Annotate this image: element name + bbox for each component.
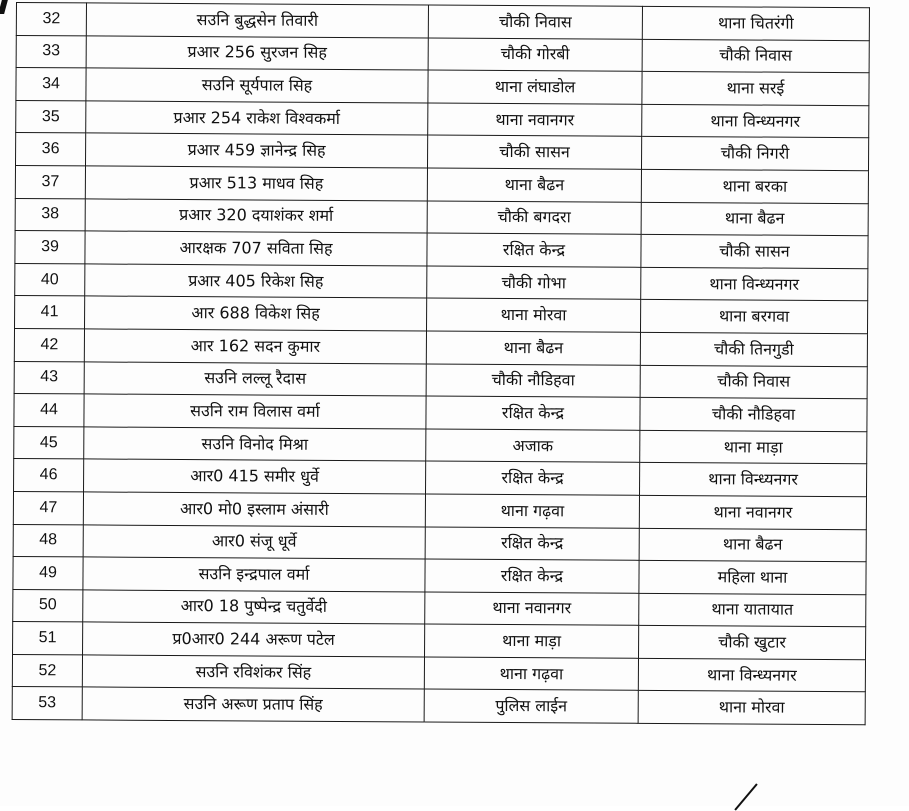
table-row xyxy=(16,3,869,41)
name-cell: सउनि अरूण प्रताप सिंह xyxy=(82,687,424,722)
to-posting-cell: थाना बरगवा xyxy=(640,300,867,334)
to-posting-cell: चौकी तिनगुडी xyxy=(640,332,867,366)
name-cell: आर0 18 पुष्पेन्द्र चतुर्वेदी xyxy=(83,590,425,625)
table-row xyxy=(16,68,869,106)
name-cell: सउनि इन्द्रपाल वर्मा xyxy=(83,557,425,592)
from-posting-cell: थाना लंघाडोल xyxy=(428,70,642,104)
serial-number-cell: 40 xyxy=(15,263,85,296)
serial-number-cell: 46 xyxy=(14,459,84,492)
name-cell: प्रआर 513 माधव सिह xyxy=(85,166,427,201)
serial-number-cell: 37 xyxy=(15,165,85,198)
serial-number-cell: 34 xyxy=(16,68,86,101)
table-row xyxy=(15,165,868,203)
from-posting-cell: चौकी बगदरा xyxy=(427,201,641,235)
name-cell: प्रआर 405 रिकेश सिह xyxy=(85,264,427,299)
name-cell: प्रआर 320 दयाशंकर शर्मा xyxy=(85,198,427,233)
table-row xyxy=(13,557,866,595)
to-posting-cell: थाना नवानगर xyxy=(639,495,866,529)
serial-number-cell: 44 xyxy=(14,394,84,427)
from-posting-cell: थाना नवानगर xyxy=(425,592,639,626)
from-posting-cell: थाना मोरवा xyxy=(426,298,640,332)
table-row xyxy=(13,524,866,562)
to-posting-cell: चौकी नौडिहवा xyxy=(640,397,867,431)
serial-number-cell: 41 xyxy=(15,296,85,329)
to-posting-cell: थाना माड़ा xyxy=(640,430,867,464)
table-row xyxy=(14,426,867,464)
from-posting-cell: रक्षित केन्द्र xyxy=(425,559,639,593)
from-posting-cell: रक्षित केन्द्र xyxy=(426,461,640,495)
to-posting-cell: थाना विन्ध्यनगर xyxy=(639,463,866,497)
name-cell: आर 688 विकेश सिह xyxy=(85,296,427,331)
to-posting-cell: चौकी निवास xyxy=(642,39,869,73)
from-posting-cell: चौकी निवास xyxy=(428,5,642,39)
name-cell: प्रआर 459 ज्ञानेन्द्र सिह xyxy=(86,133,428,168)
name-cell: प्रआर 254 राकेश विश्वकर्मा xyxy=(86,101,428,136)
serial-number-cell: 33 xyxy=(16,35,86,68)
table-row xyxy=(16,133,869,171)
signature-pen-mark xyxy=(734,783,757,810)
from-posting-cell: रक्षित केन्द्र xyxy=(426,396,640,430)
name-cell: सउनि रविशंकर सिंह xyxy=(82,655,424,690)
name-cell: सउनि लल्लू रैदास xyxy=(84,361,426,396)
from-posting-cell: थाना बैढन xyxy=(426,331,640,365)
name-cell: आरक्षक 707 सविता सिह xyxy=(85,231,427,266)
serial-number-cell: 39 xyxy=(15,231,85,264)
table-row xyxy=(13,491,866,529)
serial-number-cell: 53 xyxy=(12,687,82,720)
to-posting-cell: थाना सरई xyxy=(642,72,869,106)
name-cell: सउनि विनोद मिश्रा xyxy=(84,427,426,462)
name-cell: सउनि सूर्यपाल सिह xyxy=(86,68,428,103)
serial-number-cell: 42 xyxy=(14,328,84,361)
serial-number-cell: 52 xyxy=(12,654,82,687)
name-cell: सउनि बुद्धसेन तिवारी xyxy=(86,3,428,38)
to-posting-cell: थाना चितरंगी xyxy=(642,6,869,40)
to-posting-cell: चौकी निवास xyxy=(640,365,867,399)
name-cell: आर 162 सदन कुमार xyxy=(84,329,426,364)
serial-number-cell: 49 xyxy=(13,557,83,590)
from-posting-cell: रक्षित केन्द्र xyxy=(427,233,641,267)
serial-number-cell: 50 xyxy=(13,589,83,622)
to-posting-cell: महिला थाना xyxy=(639,560,866,594)
table-row xyxy=(15,198,868,236)
from-posting-cell: थाना बैढन xyxy=(427,168,641,202)
from-posting-cell: चौकी गोभा xyxy=(427,266,641,300)
to-posting-cell: चौकी खुटार xyxy=(639,626,866,660)
table-row xyxy=(15,263,868,301)
from-posting-cell: अजाक xyxy=(426,429,640,463)
to-posting-cell: थाना मोरवा xyxy=(638,691,865,725)
from-posting-cell: चौकी नौडिहवा xyxy=(426,364,640,398)
serial-number-cell: 47 xyxy=(13,491,83,524)
transfer-table xyxy=(12,2,870,725)
from-posting-cell: थाना गढ़वा xyxy=(425,494,639,528)
table-row xyxy=(16,35,869,73)
serial-number-cell: 48 xyxy=(13,524,83,557)
to-posting-cell: थाना विन्ध्यनगर xyxy=(638,658,865,692)
to-posting-cell: चौकी निगरी xyxy=(641,137,868,171)
to-posting-cell: थाना बैढन xyxy=(641,202,868,236)
from-posting-cell: चौकी सासन xyxy=(427,135,641,169)
from-posting-cell: रक्षित केन्द्र xyxy=(425,527,639,561)
table-row xyxy=(13,622,866,660)
serial-number-cell: 45 xyxy=(14,426,84,459)
serial-number-cell: 38 xyxy=(15,198,85,231)
serial-number-cell: 51 xyxy=(13,622,83,655)
table-row xyxy=(14,459,867,497)
to-posting-cell: थाना विन्ध्यनगर xyxy=(641,267,868,301)
name-cell: आर0 मो0 इस्लाम अंसारी xyxy=(83,492,425,527)
table-row xyxy=(14,361,867,399)
name-cell: प्र0आर0 244 अरूण पटेल xyxy=(83,622,425,657)
table-body xyxy=(12,3,869,725)
serial-number-cell: 35 xyxy=(16,100,86,133)
to-posting-cell: थाना यातायात xyxy=(639,593,866,627)
table-row xyxy=(13,589,866,627)
to-posting-cell: थाना विन्ध्यनगर xyxy=(642,104,869,138)
to-posting-cell: चौकी सासन xyxy=(641,234,868,268)
name-cell: आर0 संजू धूर्वे xyxy=(83,524,425,559)
to-posting-cell: थाना बैढन xyxy=(639,528,866,562)
name-cell: आर0 415 समीर धुर्वे xyxy=(84,459,426,494)
table-row xyxy=(16,100,869,138)
corner-ink-mark xyxy=(0,0,8,14)
table-row xyxy=(12,687,865,725)
name-cell: सउनि राम विलास वर्मा xyxy=(84,394,426,429)
name-cell: प्रआर 256 सुरजन सिह xyxy=(86,36,428,71)
table-row xyxy=(15,231,868,269)
serial-number-cell: 32 xyxy=(16,3,86,36)
serial-number-cell: 43 xyxy=(14,361,84,394)
serial-number-cell: 36 xyxy=(16,133,86,166)
to-posting-cell: थाना बरका xyxy=(641,169,868,203)
table-row xyxy=(15,296,868,334)
from-posting-cell: चौकी गोरबी xyxy=(428,38,642,72)
from-posting-cell: थाना नवानगर xyxy=(428,103,642,137)
table-row xyxy=(12,654,865,692)
table-row xyxy=(14,394,867,432)
from-posting-cell: पुलिस लाईन xyxy=(424,689,638,723)
table-row xyxy=(14,328,867,366)
from-posting-cell: थाना माड़ा xyxy=(425,624,639,658)
from-posting-cell: थाना गढ़वा xyxy=(424,657,638,691)
